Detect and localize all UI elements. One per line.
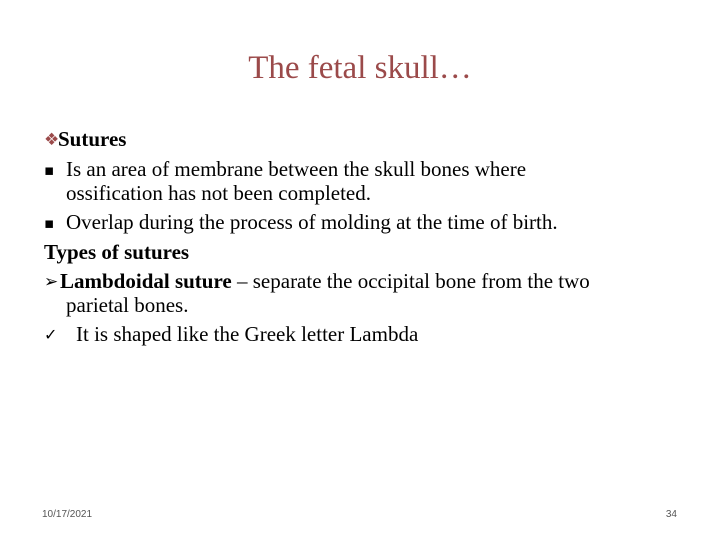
heading-sutures [44, 128, 684, 152]
arrow-bullet-icon: ➢ [44, 272, 59, 292]
list-item-continuation [44, 294, 684, 317]
footer-date: 10/17/2021 [42, 509, 93, 520]
list-item-continuation [44, 182, 684, 205]
lambdoidal-description: – separate the occipital bone from the two [231, 269, 590, 293]
diamond-clover-icon: ❖ [44, 130, 60, 150]
types-heading: Types of sutures [44, 240, 190, 264]
list-item-lambdoidal [44, 270, 684, 294]
slide-body [44, 128, 684, 352]
lambdoidal-term: Lambdoidal suture [60, 269, 232, 293]
square-bullet-icon: ▪ [44, 161, 55, 179]
list-item-text: parietal bones. [66, 293, 189, 317]
check-item [44, 323, 684, 346]
list-item [44, 158, 684, 182]
list-item-text: Is an area of membrane between the skull bones where [66, 157, 527, 181]
footer-page-number: 34 [665, 509, 677, 520]
list-item-text: Overlap during the process of molding at the time of birth. [66, 210, 558, 234]
checkmark-icon: ✓ [44, 325, 58, 344]
square-bullet-icon: ▪ [44, 214, 55, 232]
list-item [44, 211, 684, 235]
heading-sutures-label: Sutures [58, 127, 127, 151]
list-item-text: ossification has not been completed. [66, 181, 372, 205]
check-item-text: It is shaped like the Greek letter Lambda [76, 322, 419, 346]
slide-title: The fetal skull… [248, 50, 472, 86]
